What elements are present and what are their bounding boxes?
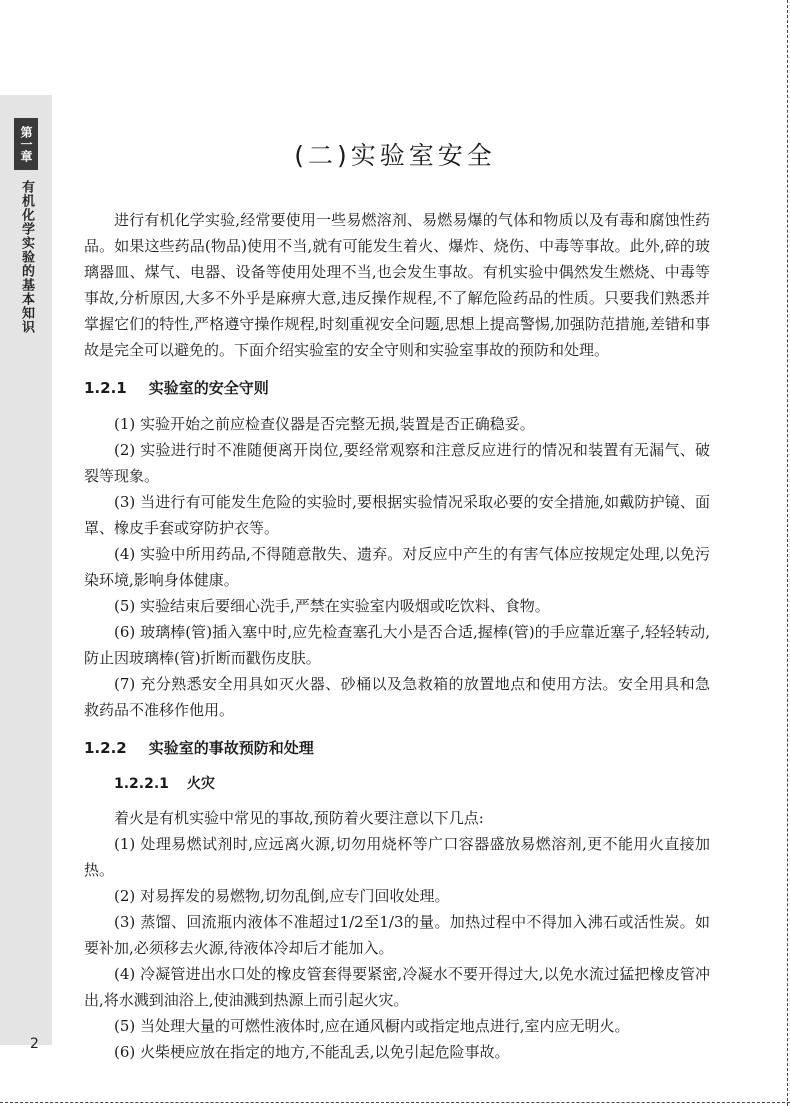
heading-number: 1.2.2.1 [114, 776, 169, 792]
chapter-title: 有机化学实验的基本知识 [19, 180, 34, 334]
crop-line-bottom [0, 1102, 790, 1103]
intro-paragraph: 进行有机化学实验,经常要使用一些易燃溶剂、易燃易爆的气体和物质以及有毒和腐蚀性药品。如果这些药品(物品)使用不当,就有可能发生着火、爆炸、烧伤、中毒等事故。此外,碎的玻璃器皿、煤气、电器、设备等使用处理不当,也会发生事故。有机实验中偶然发生燃烧、中毒等事故,分析原因,大多不外乎是麻痹大意,违反操作规程,不了解危险药品的性质。只要我们熟悉并掌握它们的特性,严格遵守操作规程,时刻重视安全问题,思想上提高警惕,加强防范措施,差错和事故是完全可以避免的。下面介绍实验室的安全守则和实验室事故的预防和处理。 [84, 211, 710, 359]
heading-1-2-2 [84, 735, 710, 761]
heading-1-2-1 [84, 375, 710, 401]
heading-text: 实验室的事故预防和处理 [148, 739, 314, 757]
heading-1-2-2-1 [114, 771, 710, 797]
list-item: (5) 实验结束后要细心洗手,严禁在实验室内吸烟或吃饮料、食物。 [114, 597, 550, 615]
list-item: (3) 当进行有可能发生危险的实验时,要根据实验情况采取必要的安全措施,如戴防护镜、面罩、橡皮手套或穿防护衣等。 [84, 493, 710, 537]
heading-number: 1.2.1 [84, 379, 127, 397]
heading-text: 火灾 [186, 776, 215, 792]
list-item: (1) 实验开始之前应检查仪器是否完整无损,装置是否正确稳妥。 [114, 415, 535, 433]
list-item: (5) 当处理大量的可燃性液体时,应在通风橱内或指定地点进行,室内应无明火。 [114, 1017, 630, 1035]
list-item: (3) 蒸馏、回流瓶内液体不准超过1/2至1/3的量。加热过程中不得加入沸石或活性炭。如要补加,必须移去火源,待液体冷却后才能加入。 [84, 913, 710, 957]
list-item: (4) 实验中所用药品,不得随意散失、遗弃。对反应中产生的有害气体应按规定处理,以免污染环境,影响身体健康。 [84, 545, 710, 589]
heading-number: 1.2.2 [84, 739, 127, 757]
list-item: (2) 实验进行时不准随便离开岗位,要经常观察和注意反应进行的情况和装置有无漏气、破裂等现象。 [84, 441, 710, 485]
chapter-tab: 第一章 [14, 118, 38, 170]
heading-text: 实验室的安全守则 [148, 379, 269, 397]
lead-paragraph: 着火是有机实验中常见的事故,预防着火要注意以下几点: [114, 809, 484, 827]
page-content [84, 207, 710, 1065]
list-item: (6) 玻璃棒(管)插入塞中时,应先检查塞孔大小是否合适,握棒(管)的手应靠近塞子,轻轻转动,防止因玻璃棒(管)折断而戳伤皮肤。 [84, 623, 710, 667]
list-item: (4) 冷凝管进出水口处的橡皮管套得要紧密,冷凝水不要开得过大,以免水流过猛把橡皮管冲出,将水溅到油浴上,使油溅到热源上而引起火灾。 [84, 965, 710, 1009]
page-number: 2 [30, 1036, 39, 1052]
section-title: (二)实验室安全 [294, 141, 496, 170]
list-item: (1) 处理易燃试剂时,应远离火源,切勿用烧杯等广口容器盛放易燃溶剂,更不能用火直接加热。 [84, 835, 710, 879]
list-item: (6) 火柴梗应放在指定的地方,不能乱丢,以免引起危险事故。 [114, 1043, 510, 1061]
list-item: (7) 充分熟悉安全用具如灭火器、砂桶以及急救箱的放置地点和使用方法。安全用具和急救药品不准移作他用。 [84, 675, 710, 719]
list-item: (2) 对易挥发的易燃物,切勿乱倒,应专门回收处理。 [114, 887, 450, 905]
